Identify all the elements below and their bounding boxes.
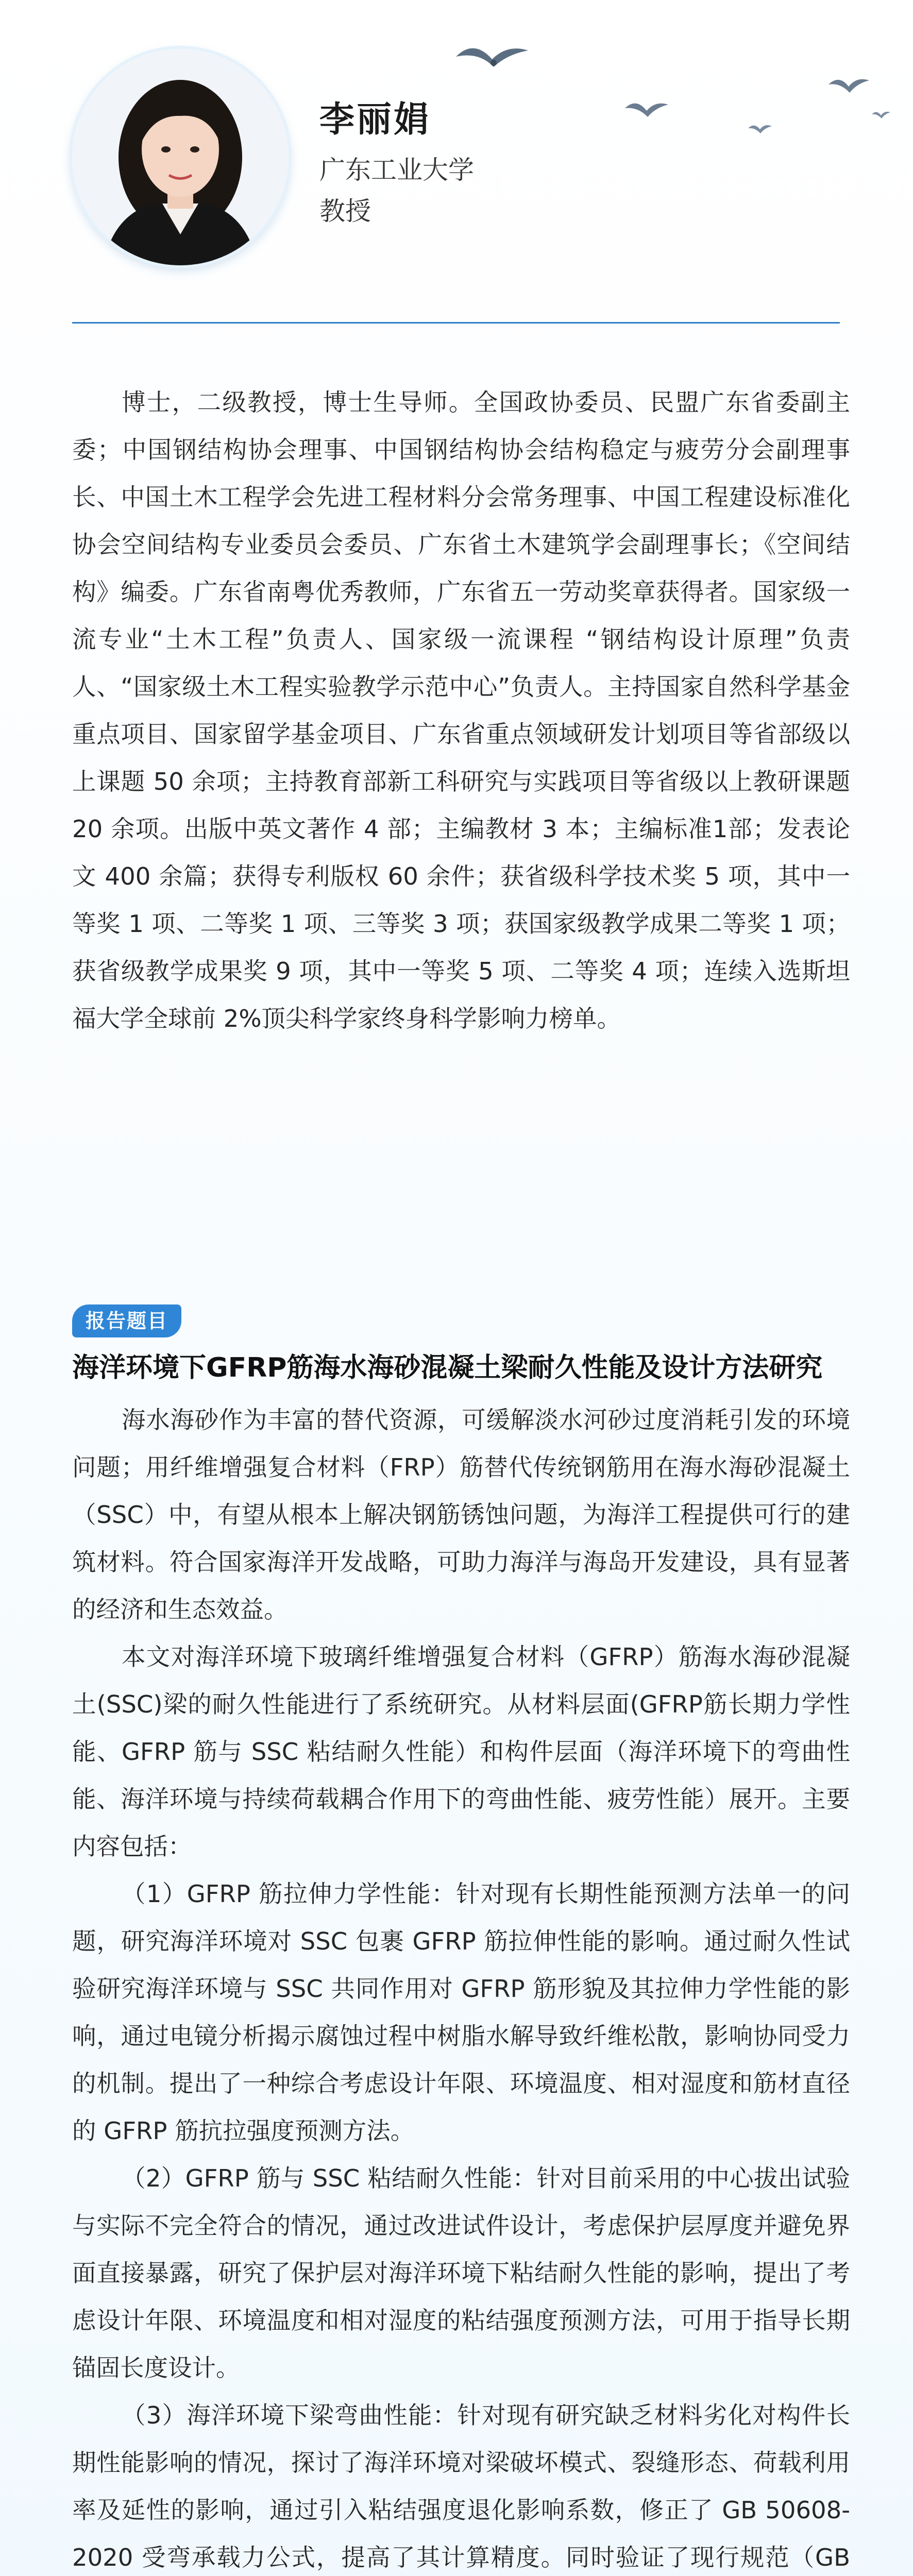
report-title: 海洋环境下GFRP筋海水海砂混凝土梁耐久性能及设计方法研究: [72, 1352, 823, 1383]
speaker-bio: [72, 379, 850, 1042]
abstract-paragraph: 本文对海洋环境下玻璃纤维增强复合材料（GFRP）筋海水海砂混凝土(SSC)梁的耐久性能进行了系统研究。从材料层面(GFRP筋长期力学性能、GFRP 筋与 SSC 粘结耐久性能）和构件层面（海洋环境下的弯曲性能、海洋环境与持续荷载耦合作用下的弯曲性能、疲劳性能）展开。主要内容包括：: [72, 1643, 850, 1860]
abstract-paragraph: 海水海砂作为丰富的替代资源，可缓解淡水河砂过度消耗引发的环境问题；用纤维增强复合材料（FRP）筋替代传统钢筋用在海水海砂混凝土（SSC）中，有望从根本上解决钢筋锈蚀问题，为海洋工程提供可行的建筑材料。符合国家海洋开发战略，可助力海洋与海岛开发建设，具有显著的经济和生态效益。: [72, 1406, 850, 1623]
report-abstract: [72, 1396, 850, 2576]
speaker-affiliation: 广东工业大学: [319, 155, 474, 185]
seagull-icon: [623, 95, 670, 126]
report-tag: 报告题目: [72, 1304, 181, 1337]
speaker-title: 教授: [319, 196, 371, 226]
seagull-icon: [871, 108, 891, 122]
abstract-paragraph: （2）GFRP 筋与 SSC 粘结耐久性能：针对目前采用的中心拔出试验与实际不完全符合的情况，通过改进试件设计，考虑保护层厚度并避免界面直接暴露，研究了保护层对海洋环境下粘结耐久性能的影响，提出了考虑设计年限、环境温度和相对湿度的粘结强度预测方法，可用于指导长期锚固长度设计。: [72, 2164, 850, 2382]
seagull-icon: [747, 121, 773, 137]
abstract-paragraph: （3）海洋环境下梁弯曲性能：针对现有研究缺乏材料劣化对构件长期性能影响的情况，探讨了海洋环境对梁破坏模式、裂缝形态、荷载利用率及延性的影响，通过引入粘结强度退化影响系数，修正了 GB 50608-2020 受弯承载力公式，提高了其计算精度。同时验证了现行规范（GB: [72, 2401, 850, 2571]
seagull-icon: [827, 72, 871, 100]
speaker-name: 李丽娟: [319, 99, 431, 140]
section-divider: [72, 322, 840, 324]
portrait-avatar: [72, 49, 289, 265]
seagull-icon: [453, 36, 531, 82]
bio-paragraph: 博士，二级教授，博士生导师。全国政协委员、民盟广东省委副主委；中国钢结构协会理事、中国钢结构协会结构稳定与疲劳分会副理事长、中国土木工程学会先进工程材料分会常务理事、中国工程建设标准化协会空间结构专业委员会委员、广东省土木建筑学会副理事长；《空间结构》编委。广东省南粤优秀教师，广东省五一劳动奖章获得者。国家级一流专业“土木工程”负责人、国家级一流课程 “钢结构设计原理”负责人、“国家级土木工程实验教学示范中心”负责人。主持国家自然科学基金重点项目、国家留学基金项目、广东省重点领域研发计划项目等省部级以上课题 50 余项；主持教育部新工科研究与实践项目等省级以上教研课题 20 余项。出版中英文著作 4 部；主编教材 3 本；主编标准1部；发表论文 400 余篇；获得专利版权 60 余件；获省级科学技术奖 5 项，其中一等奖 1 项、二等奖 1 项、三等奖 3 项；获国家级教学成果二等奖 1 项；获省级教学成果奖 9 项，其中一等奖 5 项、二等奖 4 项；连续入选斯坦福大学全球前 2%顶尖科学家终身科学影响力榜单。: [72, 388, 850, 1032]
abstract-paragraph: （1）GFRP 筋拉伸力学性能：针对现有长期性能预测方法单一的问题，研究海洋环境对 SSC 包裹 GFRP 筋拉伸性能的影响。通过耐久性试验研究海洋环境与 SSC 共同作用对 GFRP 筋形貌及其拉伸力学性能的影响，通过电镜分析揭示腐蚀过程中树脂水解导致纤维松散，影响协同受力的机制。提出了一种综合考虑设计年限、环境温度、相对湿度和筋材直径的 GFRP 筋抗拉强度预测方法。: [72, 1880, 850, 2145]
